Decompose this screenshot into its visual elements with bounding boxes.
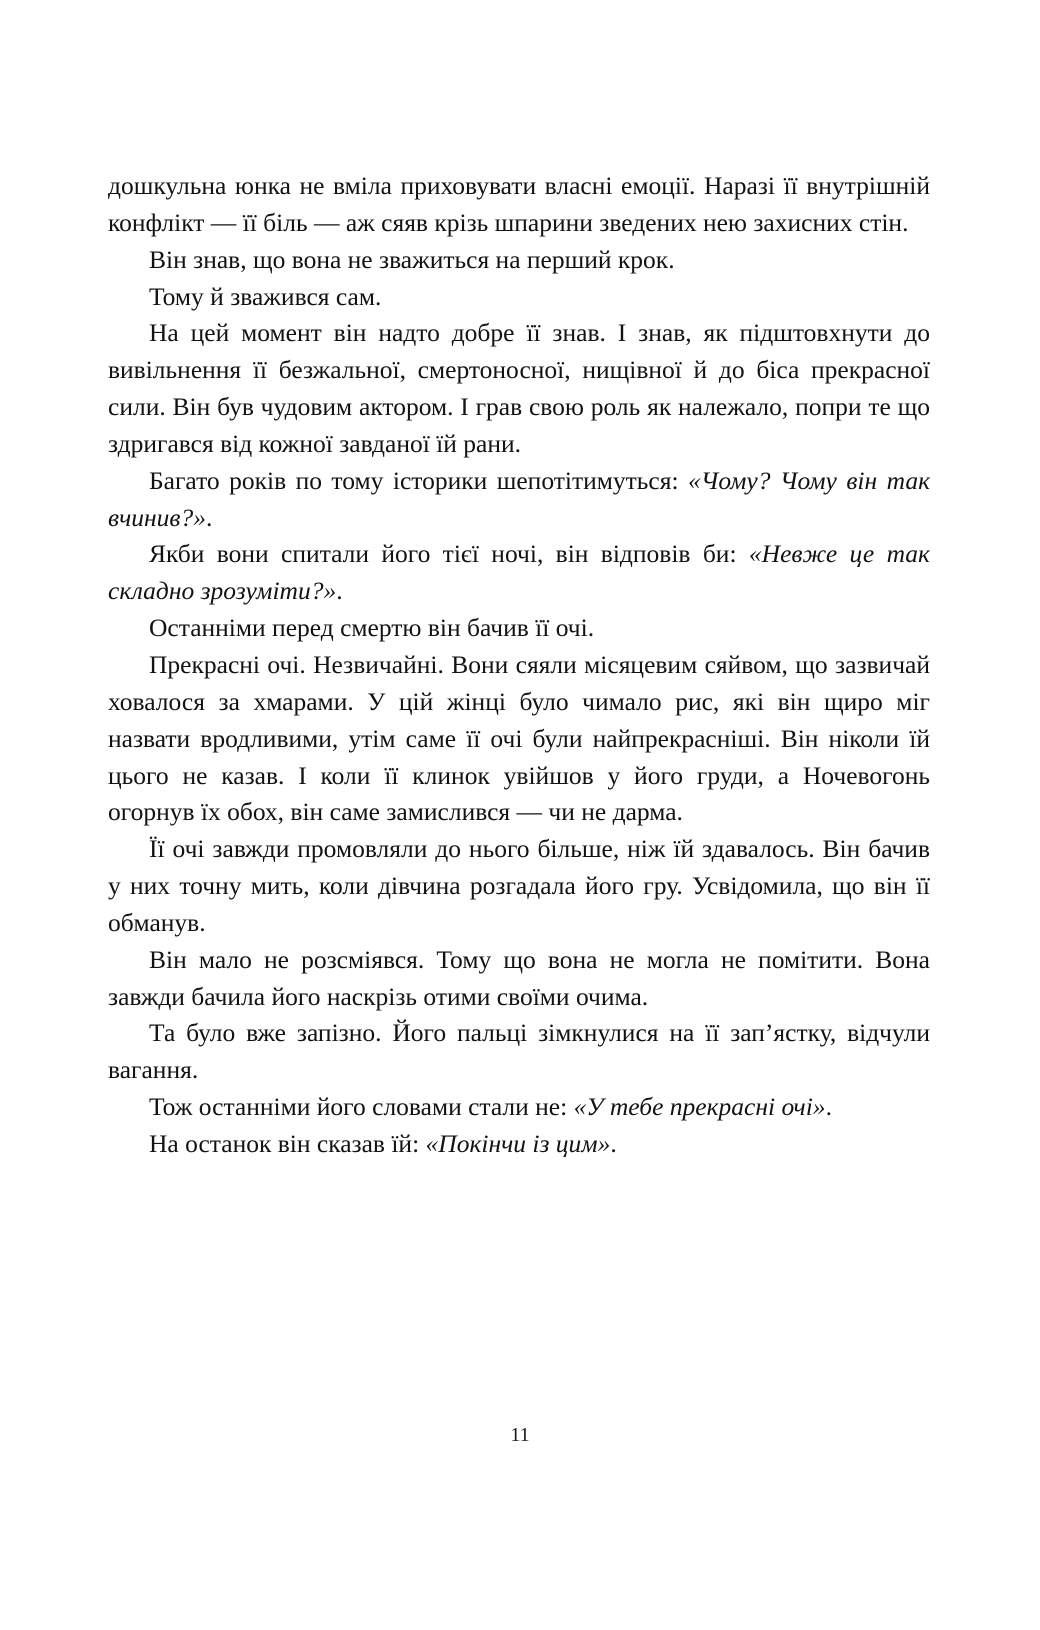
paragraph: [108, 942, 930, 1016]
paragraph: [108, 831, 930, 942]
text-run: Її очі завжди промовляли до нього більше, ніж їй здавалось. Він бачив у них точну мить, коли дівчина розгадала його гру. Усвідомила, що він її обманув.: [108, 834, 930, 937]
paragraph: [108, 1089, 930, 1126]
paragraph: [108, 647, 930, 831]
text-run: .: [205, 502, 213, 532]
text-run: Він знав, що вона не зважиться на перший крок.: [149, 244, 675, 274]
text-run: Прекрасні очі. Незвичайні. Вони сяяли місяцевим сяйвом, що зазвичай ховалося за хмарами. У цій жінці було чимало рис, які він щиро міг назвати вродливими, утім саме її очі були найпрекрасніші. Він ніколи їй цього не казав. І коли її клинок увійшов у його груди, а Ночевогонь огорнув їх обох, він саме замислився — чи не дарма.: [108, 649, 930, 827]
italic-quote: «Покінчи із цим»: [425, 1128, 611, 1158]
text-run: Тому й зважився сам.: [149, 281, 382, 311]
text-run: дошкульна юнка не вміла приховувати власні емоції. Наразі її внутрішній конфлікт — її біль — аж сяяв крізь шпарини зведених нею захисних стін.: [108, 171, 930, 237]
italic-quote: «Невже це так складно зрозуміти?»: [108, 539, 930, 606]
italic-quote: «Чому? Чому він так вчинив?»: [108, 465, 930, 532]
paragraph: [108, 610, 930, 647]
paragraph: [108, 536, 930, 610]
text-run: Тож останніми його словами стали не:: [149, 1092, 574, 1122]
italic-quote: «У тебе прекрасні очі»: [573, 1092, 826, 1122]
text-run: .: [825, 1092, 832, 1122]
text-run: .: [336, 576, 343, 606]
paragraph: [108, 463, 930, 537]
paragraph: [108, 1015, 930, 1089]
page-number: 11: [510, 1424, 530, 1446]
paragraph: [108, 1126, 930, 1163]
paragraph: [108, 242, 930, 279]
text-run: Він мало не розсміявся. Тому що вона не могла не помітити. Вона завжди бачила його наскрізь отими своїми очима.: [108, 944, 930, 1011]
text-run: На останок він сказав їй:: [149, 1128, 426, 1158]
text-run: .: [610, 1128, 617, 1158]
text-run: Останніми перед смертю він бачив її очі.: [149, 613, 595, 643]
text-run: Та було вже запізно. Його пальці зімкнулися на її зап’ястку, відчули вагання.: [108, 1018, 930, 1085]
page-body-text: [108, 168, 930, 1163]
text-run: Багато років по тому історики шепотітимуться:: [149, 465, 689, 495]
text-run: На цей момент він надто добре її знав. І знав, як підштовхнути до вивільнення її безжальної, смертоносної, нищівної й до біса прекрасної сили. Він був чудовим актором. І грав свою роль як належало, попри те що здригався від кожної завданої їй рани.: [108, 318, 930, 458]
text-run: Якби вони спитали його тієї ночі, він відповів би:: [149, 539, 749, 569]
paragraph: [108, 168, 930, 242]
paragraph: [108, 279, 930, 316]
paragraph: [108, 315, 930, 462]
